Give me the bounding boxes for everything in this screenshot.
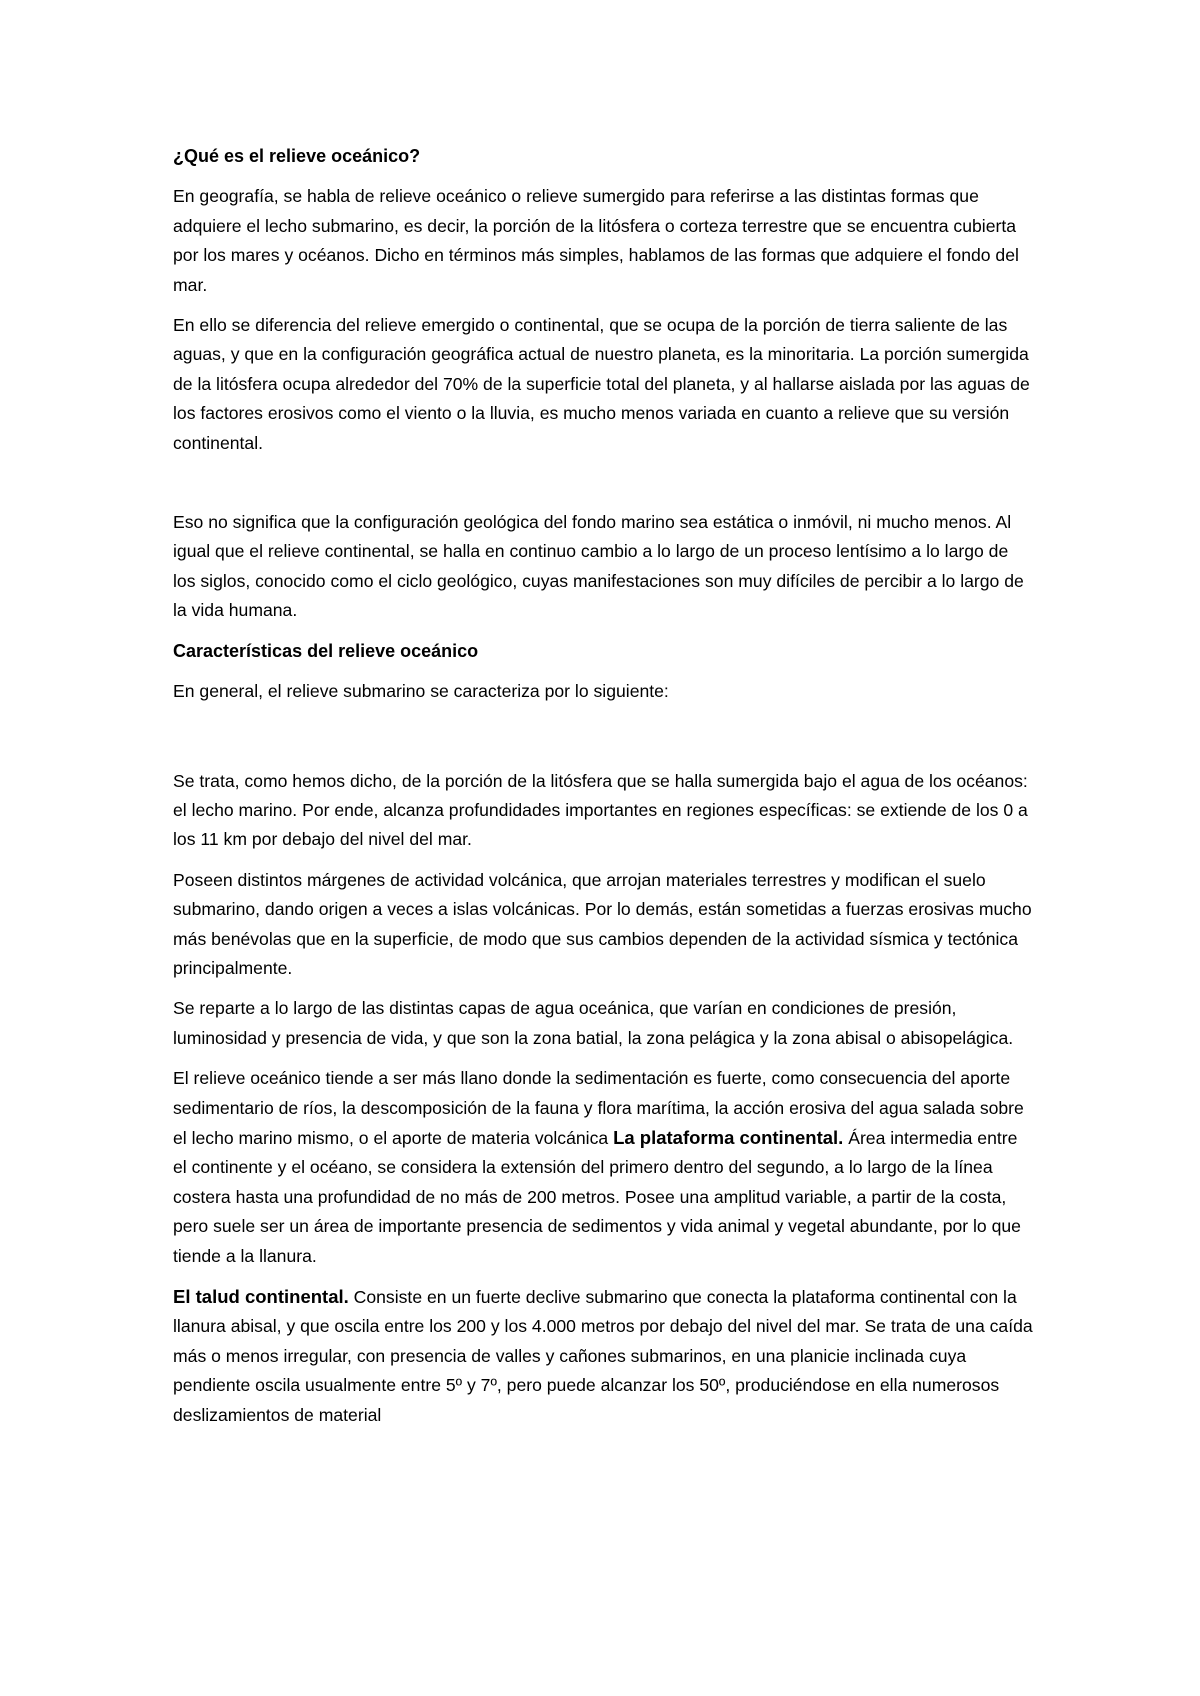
paragraph-plataforma-continental [173,1064,1035,1271]
paragraph-talud-rest: Consiste en un fuerte declive submarino que conecta la plataforma continental con la llanura abisal, y que oscila entre los 200 y los 4.000 metros por debajo del nivel del mar. Se trata de una caída más o menos irregular, con presencia de valles y cañones submarinos, en una planicie inclinada cuya pendiente oscila usualmente entre 5º y 7º, pero puede alcanzar los 50º, produciéndose en ella numerosos deslizamientos de material [173,1287,1033,1425]
paragraph-plataforma-rest: Área intermedia entre el continente y el océano, se considera la extensión del primero dentro del segundo, a lo largo de la línea costera hasta una profundidad de no más de 200 metros. Posee una amplitud variable, a partir de la costa, pero suele ser un área de importante presencia de sedimentos y vida animal y vegetal abundante, por lo que tiende a la llanura. [173,1127,1021,1266]
paragraph-talud-continental [173,1282,1035,1430]
paragraph-lecho-marino: Se trata, como hemos dicho, de la porción de la litósfera que se halla sumergida bajo el agua de los océanos: el lecho marino. Por ende, alcanza profundidades importantes en regiones específicas: se extiende de los 0 a los 11 km por debajo del nivel del mar. [173,770,1028,850]
paragraph-definicion: En geografía, se habla de relieve oceánico o relieve sumergido para referirse a las distintas formas que adquiere el lecho submarino, es decir, la porción de la litósfera o corteza terrestre que se encuentra cubierta por los mares y océanos. Dicho en términos más simples, hablamos de las formas que adquiere el fondo del mar. [173,186,1019,295]
paragraph-actividad-volcanica: Poseen distintos márgenes de actividad volcánica, que arrojan materiales terrestres y modifican el suelo submarino, dando origen a veces a islas volcánicas. Por lo demás, están sometidas a fuerzas erosivas mucho más benévolas que en la superficie, de modo que sus cambios dependen de la actividad sísmica y tectónica principalmente. [173,869,1032,978]
term-plataforma-continental: La plataforma continental. [613,1126,844,1148]
paragraph-plataforma-intro: El relieve oceánico tiende a ser más llano donde la sedimentación es fuerte, como consecuencia del aporte sedimentario de ríos, la descomposición de la fauna y flora marítima, la acción erosiva del agua salada sobre el lecho marino mismo, o el aporte de materia volcánica [173,1068,1024,1148]
term-talud-continental: El talud continental. [173,1286,349,1307]
paragraph-introduccion-caracteristicas: En general, el relieve submarino se caracteriza por lo siguiente: [173,681,669,702]
paragraph-diferencia-continental: En ello se diferencia del relieve emergido o continental, que se ocupa de la porción de tierra saliente de las aguas, y que en la configuración geográfica actual de nuestro planeta, es la minoritaria. La porción sumergida de la litósfera ocupa alrededor del 70% de la superficie total del planeta, y al hallarse aislada por las aguas de los factores erosivos como el viento o la lluvia, es mucho menos variada en cuanto a relieve que su versión continental. [173,315,1030,453]
paragraph-ciclo-geologico: Eso no significa que la configuración geológica del fondo marino sea estática o inmóvil, ni mucho menos. Al igual que el relieve continental, se halla en continuo cambio a lo largo de un proceso lentísimo a lo largo de los siglos, conocido como el ciclo geológico, cuyas manifestaciones son muy difíciles de percibir a lo largo de la vida humana. [173,512,1024,621]
heading-que-es-relieve-oceanico: ¿Qué es el relieve oceánico? [173,146,421,166]
paragraph-capas-agua: Se reparte a lo largo de las distintas capas de agua oceánica, que varían en condiciones de presión, luminosidad y presencia de vida, y que son la zona batial, la zona pelágica y la zona abisal o abisopelágica. [173,998,1014,1048]
heading-caracteristicas: Características del relieve oceánico [173,640,479,661]
document-page [173,142,1035,1441]
